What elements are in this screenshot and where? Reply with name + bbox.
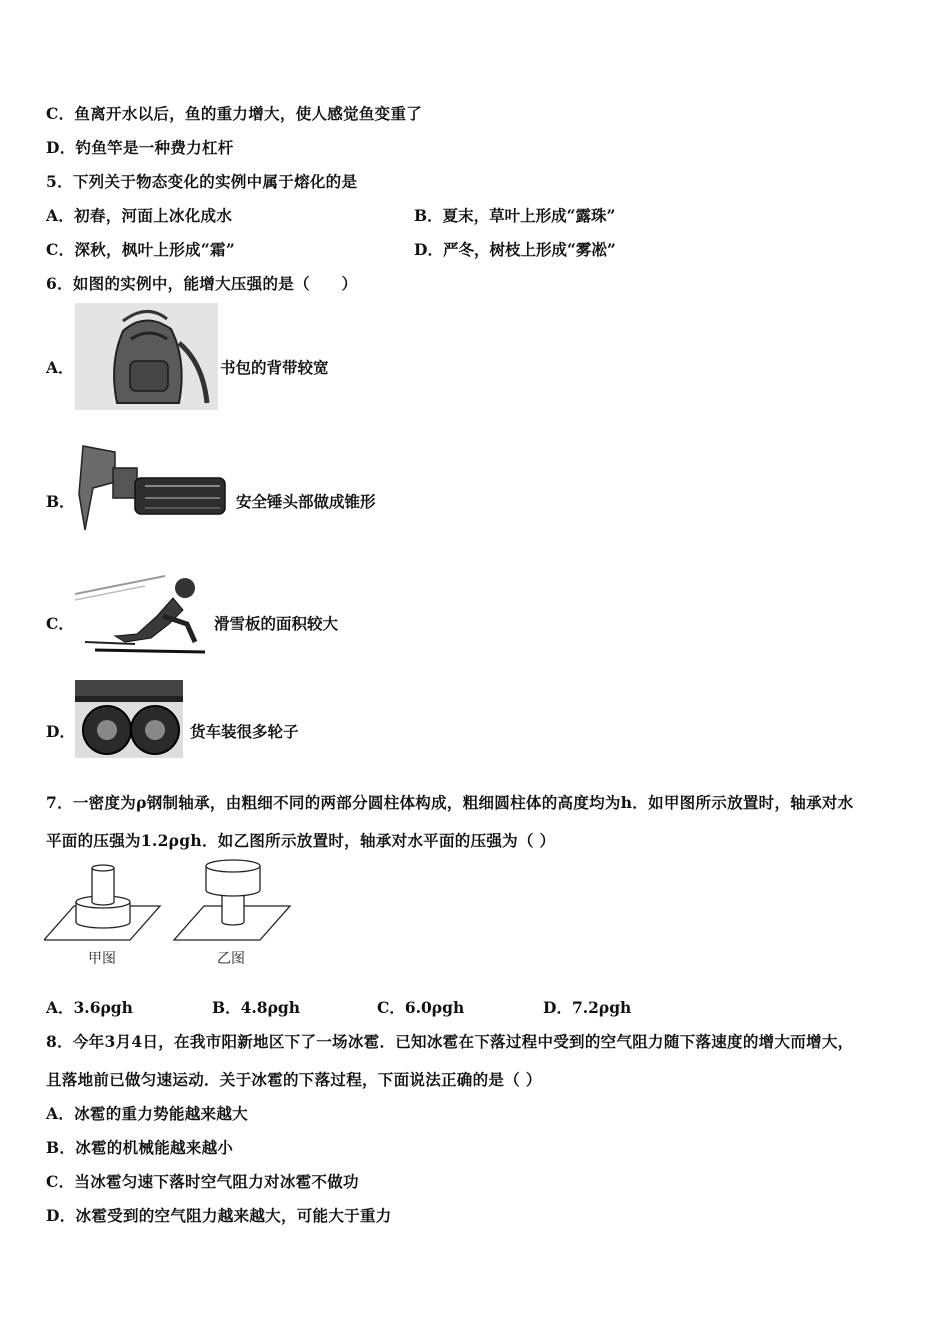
yi-figure-caption: 乙图 [217, 951, 245, 967]
q6-option-d-text: 货车装很多轮子 [190, 722, 299, 741]
q8-option-a: A．冰雹的重力势能越来越大 [46, 1104, 248, 1123]
q8-option-c: C．当冰雹匀速下落时空气阻力对冰雹不做功 [46, 1172, 359, 1191]
q7-option-a: A．3.6ρgh [46, 998, 133, 1017]
q6-option-b-text: 安全锤头部做成锥形 [236, 492, 376, 511]
q4-option-c: C．鱼离开水以后，鱼的重力增大，使人感觉鱼变重了 [46, 104, 423, 123]
q7-option-b: B．4.8ρgh [212, 998, 300, 1017]
q6-option-a-text: 书包的背带较宽 [220, 358, 329, 377]
q6-stem: 6．如图的实例中，能增大压强的是（ ） [46, 274, 358, 293]
q5-option-c: C．深秋，枫叶上形成“霜” [46, 240, 236, 259]
q6-option-c-text: 滑雪板的面积较大 [214, 614, 339, 633]
yi-figure [174, 860, 290, 940]
q8-option-b: B．冰雹的机械能越来越小 [46, 1138, 234, 1157]
backpack-image [75, 303, 218, 410]
q7-stem-line2: 平面的压强为1.2ρgh．如乙图所示放置时，轴承对水平面的压强为（ ） [46, 831, 556, 850]
q6-option-b-label: B． [46, 492, 75, 511]
q8-stem-line2: 且落地前已做匀速运动．关于冰雹的下落过程，下面说法正确的是（ ） [46, 1070, 542, 1089]
skier-image [75, 572, 207, 656]
jia-figure-caption: 甲图 [88, 951, 116, 967]
q5-option-a: A．初春，河面上冰化成水 [46, 206, 233, 225]
q5-stem: 5．下列关于物态变化的实例中属于熔化的是 [46, 172, 358, 191]
q4-option-d: D．钓鱼竿是一种费力杠杆 [46, 138, 234, 157]
truck-wheels-image [75, 680, 183, 758]
q7-option-c: C．6.0ρgh [377, 998, 465, 1017]
q6-option-c-label: C． [46, 614, 74, 633]
q8-option-d: D．冰雹受到的空气阻力越来越大，可能大于重力 [46, 1206, 392, 1225]
q8-stem-line1: 8．今年3月4日，在我市阳新地区下了一场冰雹．已知冰雹在下落过程中受到的空气阻力随下落速度的增大而增大， [46, 1032, 854, 1051]
q7-stem-line1: 7．一密度为ρ钢制轴承，由粗细不同的两部分圆柱体构成，粗细圆柱体的高度均为h．如甲图所示放置时，轴承对水 [46, 793, 854, 812]
q7-option-d: D．7.2ρgh [543, 998, 632, 1017]
q6-option-d-label: D． [46, 722, 75, 741]
q7-figures [44, 858, 294, 948]
q5-option-d: D．严冬，树枝上形成“雾凇” [414, 240, 616, 259]
q6-option-a-label: A． [46, 358, 74, 377]
safety-hammer-image [75, 438, 230, 530]
jia-figure [44, 865, 160, 940]
q5-option-b: B．夏末，草叶上形成“露珠” [414, 206, 616, 225]
